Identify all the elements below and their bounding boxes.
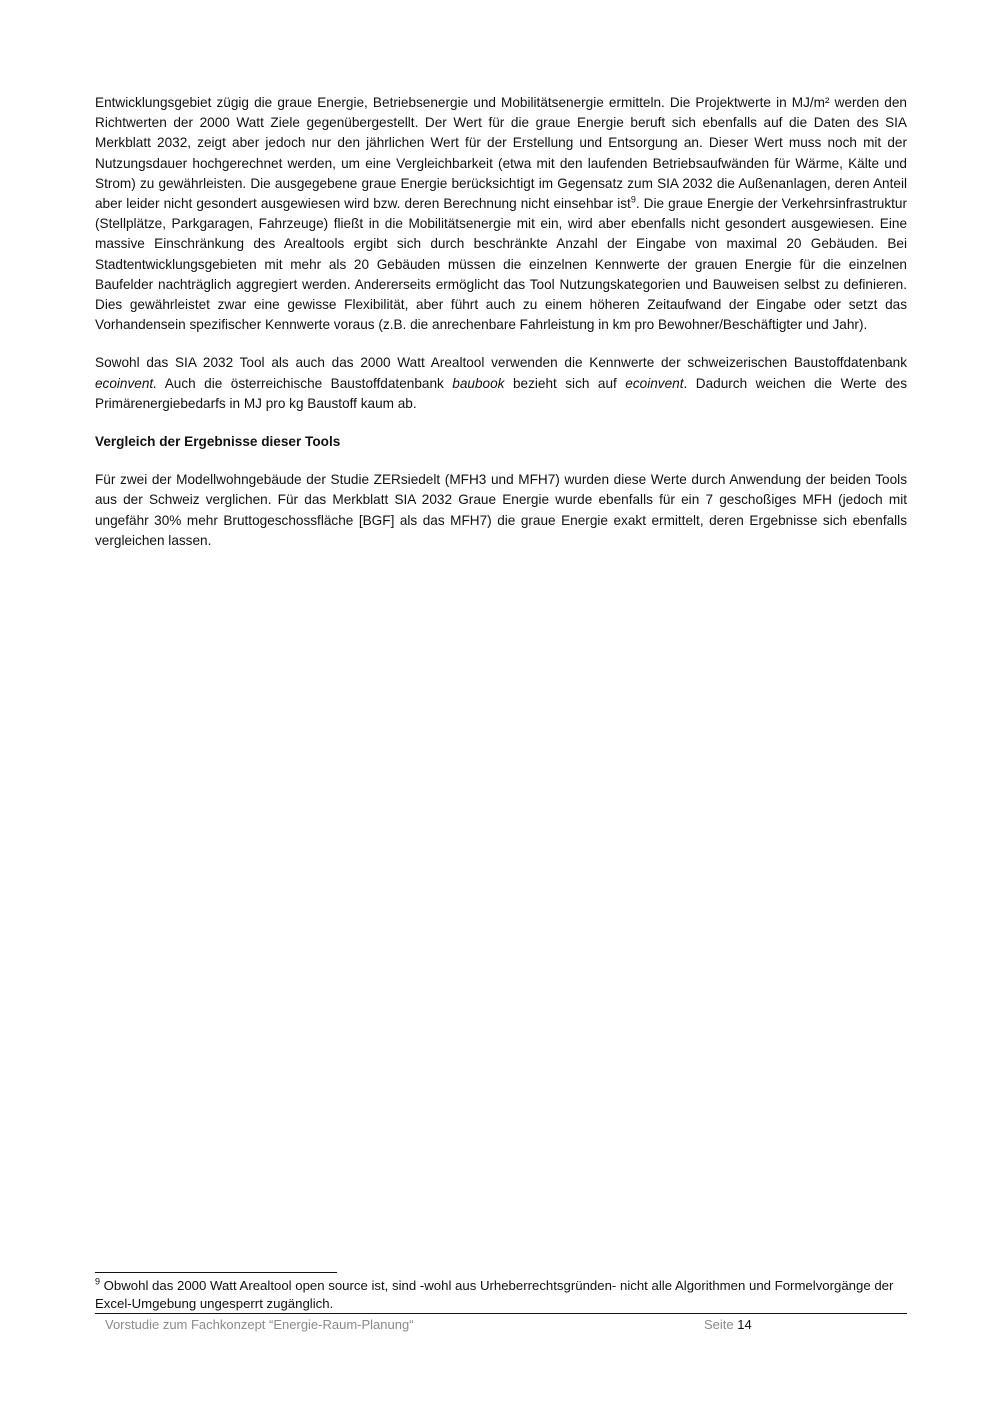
paragraph-2-text-2: Auch die österreichische Baustoffdatenbank (156, 375, 453, 391)
paragraph-1-part-2: . Die graue Energie der Verkehrsinfrastruktur (Stellplätze, Parkgaragen, Fahrzeuge) fließt in die Mobilitätsenergie mit ein, wird aber ebenfalls nicht gesondert ausgewiesen. Eine massive Einschränkung des Arealtools ergibt sich durch beschränkte Anzahl der Eingabe von maximal 20 Gebäuden. Bei Stadtentwicklungsgebieten mit mehr als 20 Gebäuden müssen die einzelnen Kennwerte der grauen Energie für die einzelnen Baufelder nachträglich aggregiert werden. Andererseits ermöglicht das Tool Nutzungskategorien und Bauweisen selbst zu definieren. Dies gewährleistet zwar eine gewisse Flexibilität, aber führt auch zu einem höheren Zeitaufwand der Eingabe oder setzt das Vorhandensein spezifischer Kennwerte voraus (z.B. die anrechenbare Fahrleistung in km pro Bewohner/Beschäftigter und Jahr). (95, 196, 907, 333)
paragraph-baustoffdatenbank (95, 353, 907, 414)
paragraph-1-part-1: Entwicklungsgebiet zügig die graue Energie, Betriebsenergie und Mobilitätsenergie ermitteln. Die Projektwerte in MJ/m² werden den Richtwerten der 2000 Watt Ziele gegenübergestellt. Der Wert für die graue Energie beruft sich ebenfalls auf die Daten des SIA Merkblatt 2032, zeigt aber jedoch nur den jährlichen Wert für der Erstellung und Entsorgung an. Dieser Wert muss noch mit der Nutzungsdauer hochgerechnet werden, um eine Vergleichbarkeit (etwa mit den laufenden Betriebsaufwänden für Wärme, Kälte und Strom) zu gewährleisten. Die ausgegebene graue Energie berücksichtigt im Gegensatz zum SIA 2032 die Außenanlagen, deren Anteil aber leider nicht gesondert ausgewiesen wird bzw. deren Berechnung nicht einsehbar ist (95, 95, 907, 212)
page-footer (105, 1316, 765, 1334)
footer-page (704, 1316, 752, 1334)
paragraph-2-text-1: Sowohl das SIA 2032 Tool als auch das 2000 Watt Arealtool verwenden die Kennwerte der schweizerischen Baustoffdatenbank (95, 355, 907, 371)
footer-separator (95, 1313, 907, 1314)
section-heading: Vergleich der Ergebnisse dieser Tools (95, 434, 341, 450)
page-number: 14 (737, 1317, 752, 1332)
term-baubook: baubook (452, 375, 505, 391)
body-text (95, 93, 907, 569)
footnote-reference[interactable]: 9 (630, 194, 636, 205)
paragraph-vergleich: Für zwei der Modellwohngebäude der Studie ZERsiedelt (MFH3 und MFH7) wurden diese Werte durch Anwendung der beiden Tools aus der Schweiz verglichen. Für das Merkblatt SIA 2032 Graue Energie wurde ebenfalls für ein 7 geschoßiges MFH (jedoch mit ungefähr 30% mehr Bruttogeschossfläche [BGF] als das MFH7) die graue Energie exakt ermittelt, deren Ergebnisse sich ebenfalls vergleichen lassen. (95, 472, 907, 548)
paragraph-2-text-4: . Dadurch weichen die Werte des Primärenergiebedarfs in MJ pro kg Baustoff kaum ab. (95, 375, 907, 411)
footer-title: Vorstudie zum Fachkonzept “Energie-Raum-Planung“ (105, 1317, 414, 1332)
footnote-number: 9 (95, 1276, 101, 1287)
paragraph-2-text-3: bezieht sich auf (504, 375, 626, 391)
page-label: Seite (704, 1317, 738, 1332)
footnote-text: Obwohl das 2000 Watt Arealtool open source ist, sind -wohl aus Urheberrechtsgründen- nicht alle Algorithmen und Formelvorgänge der Excel-Umgebung ungesperrt zugänglich. (95, 1278, 894, 1311)
paragraph-arealtool (95, 93, 907, 335)
term-ecoinvent: ecoinvent. (95, 375, 157, 391)
footnote-separator (95, 1272, 337, 1273)
footnote (95, 1277, 907, 1313)
term-ecoinvent-2: ecoinvent (625, 375, 684, 391)
